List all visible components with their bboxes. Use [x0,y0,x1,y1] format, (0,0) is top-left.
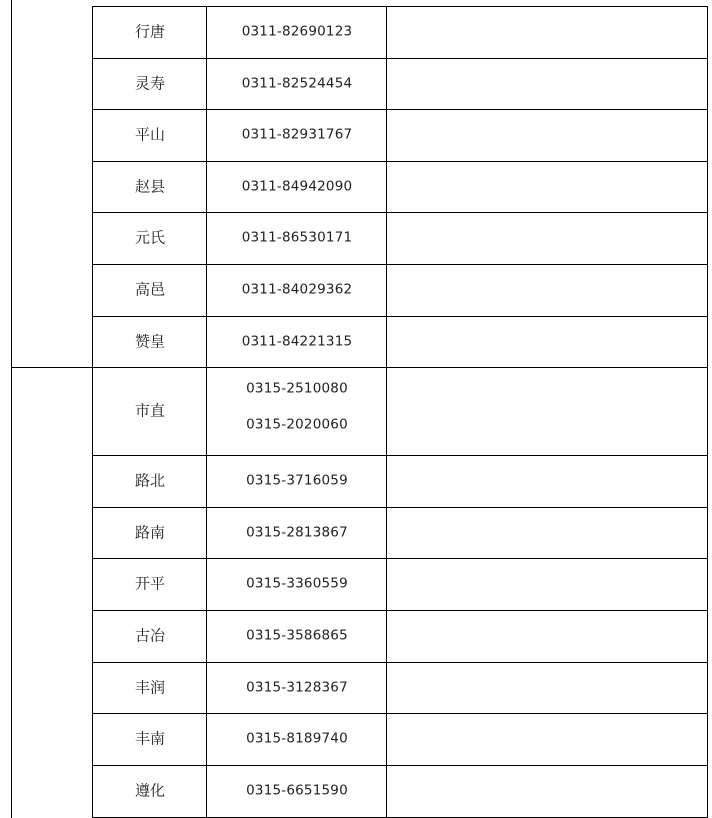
county-name: 丰润 [134,678,166,696]
row-divider-line [92,316,708,317]
left-border-line [11,0,12,818]
row-divider-line [92,765,708,766]
county-name: 路南 [134,523,166,541]
top-border-line [92,6,708,7]
row-divider-line [92,713,708,714]
county-name: 丰南 [134,729,166,748]
county-name: 元氏 [134,228,166,247]
row-divider-line [92,58,708,59]
row-divider-line [92,662,708,663]
row-divider-line [92,161,708,162]
phone-number: 0311-86530171 [241,229,353,246]
county-name: 行唐 [134,22,166,41]
column-divider-1 [92,6,93,818]
group-divider-line [11,367,708,368]
phone-number: 0315-3586865 [246,627,348,644]
phone-number: 0315-2813867 [246,523,348,540]
county-name: 平山 [134,125,166,144]
phone-number: 0311-82524454 [241,74,353,91]
row-divider-line [92,558,708,559]
phone-number: 0311-82931767 [241,126,353,143]
phone-number: 0311-84942090 [241,177,353,194]
row-divider-line [92,455,708,456]
county-name: 遵化 [134,781,166,800]
county-name: 灵寿 [134,74,166,92]
county-name: 开平 [134,574,166,593]
row-divider-line [92,212,708,213]
row-divider-line [92,109,708,110]
phone-number: 0315-3360559 [246,575,348,592]
phone-number: 0315-2020060 [246,416,348,433]
county-name: 市直 [134,401,166,420]
phone-number: 0315-3128367 [246,678,348,695]
county-name: 赞皇 [134,332,166,350]
phone-number: 0315-8189740 [246,730,348,747]
row-divider-line [92,264,708,265]
right-border-line [707,6,708,818]
phone-number: 0311-84029362 [241,281,353,298]
phone-number: 0315-3716059 [246,472,348,489]
phone-number: 0315-2510080 [246,380,348,397]
row-divider-line [92,610,708,611]
column-divider-3 [386,6,387,818]
county-name: 赵县 [134,177,166,195]
row-divider-line [92,507,708,508]
county-name: 高邑 [134,280,166,299]
county-name: 路北 [134,471,166,490]
column-divider-2 [206,6,207,818]
phone-number: 0311-84221315 [241,332,353,349]
phone-number: 0311-82690123 [241,23,353,40]
county-name: 古冶 [134,626,166,645]
phone-number: 0315-6651590 [246,782,348,799]
